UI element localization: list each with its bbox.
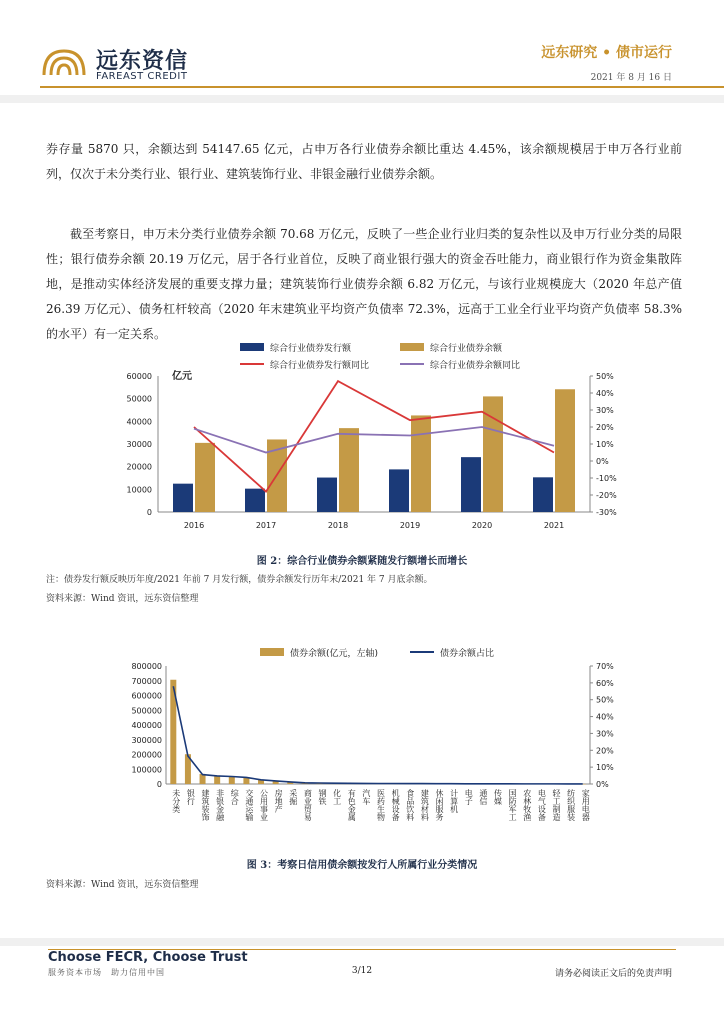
line-balance-share: [173, 686, 582, 784]
body-paragraph-2: 截至考察日，申万未分类行业债券余额 70.68 万亿元，反映了一些企业行业归类的复杂性以及申万行业分类的局限性；银行债券余额 20.19 万亿元，居于各行业首位，反映了商业银行强大的资金吞吐能力，商业银行作为资金集散阵地，是推动实体经济发展的重要支撑力量；建筑装饰行业债券余额 6.82 万亿元，与该行业规模庞大（2020 年总产值 26.39 万亿元）、债务杠杆较高（2020 年末建筑业平均资产负债率 72.3%，远高于工业全行业平均资产负债率 58.3%的水平）有一定关系。: [46, 227, 682, 341]
y2-tick-label: -20%: [596, 491, 617, 500]
x-tick-label: 农林牧渔: [522, 789, 532, 821]
y-tick-label: 0: [146, 508, 152, 517]
bar-issuance: [533, 477, 553, 512]
y-tick-label: 60000: [126, 372, 152, 381]
x-tick-label: 通信: [478, 789, 488, 805]
x-tick-label: 国防军工: [508, 789, 518, 821]
bar-issuance: [461, 457, 481, 512]
bar-issuance: [173, 484, 193, 512]
x-tick-label: 计算机: [449, 789, 459, 813]
figure-3-caption: 图 3：考察日信用债余额按发行人所属行业分类情况: [246, 860, 478, 871]
bar-issuance: [317, 478, 337, 512]
legend-swatch: [260, 648, 284, 656]
bar-balance: [339, 428, 359, 512]
y-tick-label: 800000: [131, 662, 162, 671]
x-tick-label: 有色金属: [347, 789, 357, 821]
y2-tick-label: 50%: [596, 372, 614, 381]
y-tick-label: 20000: [126, 462, 152, 472]
bar-balance: [411, 415, 431, 512]
legend-label: 综合行业债券发行额同比: [270, 361, 370, 371]
x-tick-label: 非银金融: [215, 789, 225, 821]
y2-tick-label: 0%: [596, 780, 609, 789]
x-tick-label: 2018: [327, 521, 349, 530]
x-tick-label: 化工: [332, 789, 342, 805]
y2-tick-label: 20%: [596, 746, 614, 756]
y2-tick-label: 30%: [596, 729, 614, 739]
report-series-title: 远东研究 • 债市运行: [541, 45, 672, 61]
y-tick-label: 300000: [131, 735, 162, 745]
x-tick-label: 银行: [186, 789, 196, 805]
body-paragraph-1: 券存量 5870 只，余额达到 54147.65 亿元，占申万各行业债券余额比重达 4.45%，该余额规模居于申万各行业前列，仅次于未分类行业、银行业、建筑装饰行业、非银金融行业债券余额。: [46, 142, 682, 181]
footer-slogan: Choose FECR, Choose Trust: [48, 950, 248, 965]
x-tick-label: 医药生物: [376, 789, 386, 821]
figure-2-source: 资料来源：Wind 资讯，远东资信整理: [46, 594, 199, 604]
figure-2-caption: 图 2：综合行业债券余额紧随发行额增长而增长: [256, 556, 468, 567]
report-date: 2021 年 8 月 16 日: [590, 73, 672, 83]
y-tick-label: 500000: [131, 706, 162, 716]
bar-balance: [195, 443, 215, 512]
x-tick-label: 食品饮料: [405, 789, 415, 821]
footer-sub-slogan: 服务资本市场 助力信用中国: [48, 968, 165, 977]
y2-tick-label: -30%: [596, 508, 617, 517]
y-tick-label: 700000: [131, 676, 162, 686]
x-tick-label: 2020: [471, 521, 493, 530]
legend-swatch: [240, 343, 264, 351]
footer-disclaimer: 请务必阅读正文后的免责声明: [554, 969, 672, 979]
x-tick-label: 汽车: [361, 789, 371, 805]
x-tick-label: 纺织服装: [566, 789, 576, 821]
page-header: [0, 0, 724, 100]
y2-tick-label: -10%: [596, 474, 617, 483]
figure-2-note: 注：债券发行额反映历年度/2021 年前 7 月发行额，债券余额发行历年末/2021 年 7 月底余额。: [46, 575, 433, 585]
legend-swatch: [400, 343, 424, 351]
y-tick-label: 400000: [131, 721, 162, 730]
x-tick-label: 综合: [230, 789, 240, 805]
y-tick-label: 30000: [126, 440, 152, 449]
bar-balance: [555, 389, 575, 512]
y-tick-label: 50000: [126, 394, 152, 404]
x-tick-label: 传媒: [493, 789, 503, 805]
y2-tick-label: 30%: [596, 406, 614, 415]
y2-tick-label: 20%: [596, 423, 614, 432]
x-tick-label: 休闲服务: [434, 789, 444, 821]
y-tick-label: 0: [156, 780, 162, 789]
y2-tick-label: 60%: [596, 678, 614, 688]
chart-composite-industry-bonds: [100, 338, 640, 538]
y-unit-label: 亿元: [172, 371, 192, 382]
x-tick-label: 交通运输: [244, 789, 254, 821]
x-tick-label: 2021: [543, 521, 565, 530]
y-tick-label: 200000: [131, 750, 162, 760]
x-tick-label: 建筑装饰: [201, 789, 211, 821]
fareast-logo-icon: [40, 45, 88, 83]
y-tick-label: 10000: [126, 485, 152, 495]
x-tick-label: 钢铁: [318, 789, 328, 805]
x-tick-label: 房地产: [274, 789, 284, 813]
bar-issuance: [389, 469, 409, 512]
header-band: [0, 95, 724, 103]
x-tick-label: 家用电器: [581, 789, 591, 821]
y2-tick-label: 10%: [596, 763, 614, 773]
x-tick-label: 电气设备: [537, 789, 547, 821]
y-tick-label: 600000: [131, 691, 162, 701]
x-tick-label: 未分类: [171, 789, 181, 813]
chart-bond-balance-by-industry: [120, 642, 630, 842]
header-divider: [40, 86, 724, 88]
y2-tick-label: 0%: [596, 457, 609, 466]
bar-issuance: [245, 489, 265, 512]
footer-band: [0, 938, 724, 946]
figure-3-source: 资料来源：Wind 资讯，远东资信整理: [46, 880, 199, 890]
x-tick-label: 公用事业: [259, 789, 269, 821]
x-tick-label: 电子: [464, 789, 474, 805]
legend-label: 债券余额占比: [440, 649, 495, 659]
y2-tick-label: 40%: [596, 712, 614, 722]
y-tick-label: 100000: [131, 765, 162, 775]
legend-label: 综合行业债券发行额: [270, 344, 352, 354]
y2-tick-label: 50%: [596, 695, 614, 705]
brand-name-cn: 远东资信: [96, 49, 189, 74]
x-tick-label: 轻工制造: [551, 789, 561, 821]
x-tick-label: 商业贸易: [303, 789, 313, 821]
x-tick-label: 机械设备: [391, 789, 401, 821]
y-tick-label: 40000: [126, 417, 152, 427]
x-tick-label: 采掘: [288, 789, 298, 805]
legend-label: 债券余额(亿元，左轴): [290, 649, 379, 659]
x-tick-label: 2017: [255, 521, 277, 530]
x-tick-label: 建筑材料: [420, 789, 430, 821]
x-tick-label: 2019: [399, 521, 421, 530]
page-number: 3/12: [351, 966, 373, 976]
y2-tick-label: 10%: [596, 440, 614, 449]
y2-tick-label: 70%: [596, 662, 614, 671]
x-tick-label: 2016: [183, 521, 205, 530]
brand-name-en: FAREAST CREDIT: [96, 71, 188, 82]
legend-label: 综合行业债券余额: [430, 344, 503, 354]
y2-tick-label: 40%: [596, 389, 614, 398]
legend-label: 综合行业债券余额同比: [430, 361, 521, 371]
